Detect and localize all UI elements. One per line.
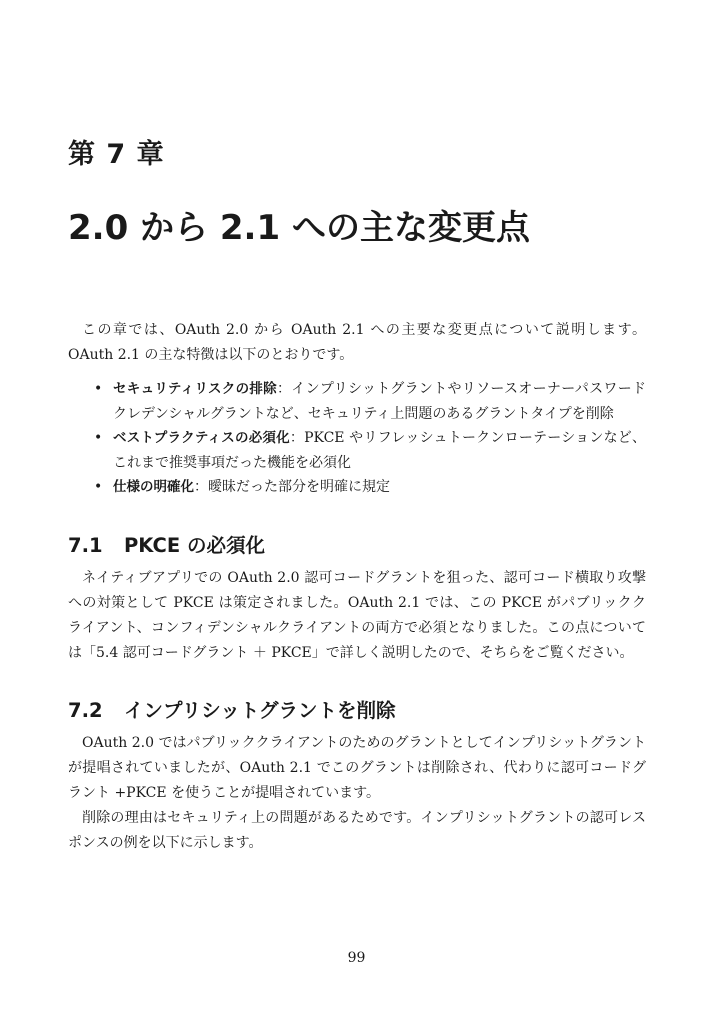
list-item-term: 仕様の明確化 (113, 479, 194, 495)
section-number: 7.1 (68, 533, 103, 557)
section-heading-7-2 (68, 697, 646, 725)
feature-list (68, 377, 646, 500)
section-paragraph: OAuth 2.0 ではパブリッククライアントのためのグラントとしてインプリシットグラントが提唱されていましたが、OAuth 2.1 でこのグラントは削除され、代わりに認可コードグラント +PKCE を使うことが提唱されています。 (68, 734, 646, 801)
bullet-icon: • (94, 381, 103, 397)
list-item-text: ：曖昧だった部分を明確に規定 (194, 479, 390, 495)
section-number: 7.2 (68, 698, 103, 722)
bullet-icon: • (94, 430, 103, 446)
list-item-term: ベストプラクティスの必須化 (113, 430, 290, 446)
list-item-text: ：PKCE やリフレッシュトークンローテーションなど、これまで推奨事項だった機能を必須化 (113, 430, 647, 471)
list-item-term: セキュリティリスクの排除 (113, 381, 277, 397)
intro-paragraph: この章では、OAuth 2.0 から OAuth 2.1 への主要な変更点について説明します。OAuth 2.1 の主な特徴は以下のとおりです。 (68, 322, 646, 363)
list-item (94, 377, 646, 426)
chapter-title: 2.0 から 2.1 への主な変更点 (68, 208, 530, 248)
list-item-text: ：インプリシットグラントやリソースオーナーパスワードクレデンシャルグラントなど、セキュリティ上問題のあるグラントタイプを削除 (113, 381, 646, 422)
page-content (68, 318, 646, 856)
section-heading-7-1 (68, 532, 646, 560)
page-number: 99 (347, 950, 366, 966)
section-paragraph: 削除の理由はセキュリティ上の問題があるためです。インプリシットグラントの認可レスポンスの例を以下に示します。 (68, 809, 646, 851)
list-item (94, 475, 646, 500)
list-item (94, 426, 647, 475)
section-title: インプリシットグラントを削除 (124, 698, 396, 722)
bullet-icon: • (94, 479, 103, 495)
chapter-label: 第 7 章 (68, 139, 165, 170)
section-title: PKCE の必須化 (124, 533, 265, 557)
section-paragraph: ネイティブアプリでの OAuth 2.0 認可コードグラントを狙った、認可コード横取り攻撃への対策として PKCE は策定されました。OAuth 2.1 では、この PKCE がパブリッククライアント、コンフィデンシャルクライアントの両方で必須となりました。この点については「5.4 認可コードグラント ＋ PKCE」で詳しく説明したので、そちらをご覧ください。 (68, 569, 646, 661)
